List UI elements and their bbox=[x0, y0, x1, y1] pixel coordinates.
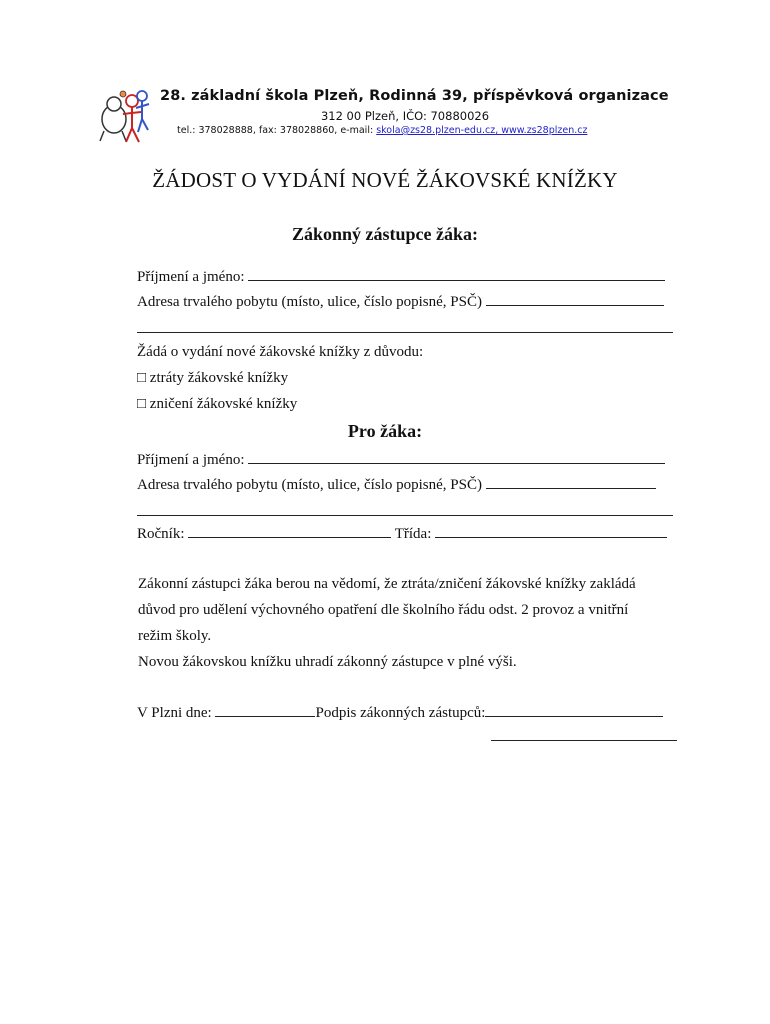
guardian-name-row bbox=[137, 268, 665, 286]
school-contact bbox=[177, 125, 587, 136]
pupil-address-field[interactable] bbox=[486, 476, 656, 489]
school-address: 312 00 Plzeň, IČO: 70880026 bbox=[320, 109, 490, 123]
pupil-name-row bbox=[137, 451, 665, 469]
pupil-address-row bbox=[137, 476, 656, 494]
option-lost-checkbox[interactable]: □ ztráty žákovské knížky bbox=[137, 370, 289, 386]
grade-field[interactable] bbox=[188, 525, 391, 538]
guardian-name-field[interactable] bbox=[248, 268, 665, 281]
class-label: Třída: bbox=[391, 526, 436, 542]
guardian-heading: Zákonný zástupce žáka: bbox=[291, 224, 479, 244]
grade-class-row bbox=[137, 525, 667, 543]
notice-line-2: důvod pro udělení výchovného opatření dle školního řádu odst. 2 provoz a vnitřní bbox=[138, 602, 629, 618]
guardian-address-row bbox=[137, 293, 664, 311]
class-field[interactable] bbox=[435, 525, 667, 538]
notice-line-1: Zákonní zástupci žáka berou na vědomí, že ztráta/zničení žákovské knížky zakládá bbox=[138, 576, 636, 592]
place-date-label: V Plzni dne: bbox=[137, 705, 216, 721]
notice-line-3: režim školy. bbox=[138, 628, 212, 644]
guardian-address-line2[interactable] bbox=[137, 332, 673, 333]
signature-row bbox=[137, 704, 663, 722]
guardian-address-label: Adresa trvalého pobytu (místo, ulice, číslo popisné, PSČ) bbox=[137, 294, 486, 310]
notice-line-4: Novou žákovskou knížku uhradí zákonný zástupce v plné výši. bbox=[138, 654, 517, 670]
option-destroyed-checkbox[interactable]: □ zničení žákovské knížky bbox=[137, 396, 298, 412]
pupil-heading: Pro žáka: bbox=[347, 421, 423, 441]
reason-intro: Žádá o vydání nové žákovské knížky z důvodu: bbox=[137, 344, 424, 360]
pupil-address-line2[interactable] bbox=[137, 515, 673, 516]
second-signature-field[interactable] bbox=[491, 740, 677, 741]
date-field[interactable] bbox=[215, 704, 315, 717]
contact-phone-fax: tel.: 378028888, fax: 378028860, e-mail: bbox=[177, 125, 377, 136]
signature-field[interactable] bbox=[485, 704, 663, 717]
contact-links[interactable]: skola@zs28.plzen-edu.cz, www.zs28plzen.cz bbox=[376, 125, 588, 136]
notice-paragraph bbox=[138, 571, 636, 675]
pupil-name-field[interactable] bbox=[248, 451, 665, 464]
signature-label: Podpis zákonných zástupců: bbox=[315, 705, 486, 721]
guardian-address-field[interactable] bbox=[486, 293, 664, 306]
pupil-address-label: Adresa trvalého pobytu (místo, ulice, číslo popisné, PSČ) bbox=[137, 477, 486, 493]
school-name: 28. základní škola Plzeň, Rodinná 39, příspěvková organizace bbox=[160, 88, 669, 104]
grade-label: Ročník: bbox=[137, 526, 189, 542]
guardian-name-label: Příjmení a jméno: bbox=[137, 269, 249, 285]
document-title: ŽÁDOST O VYDÁNÍ NOVÉ ŽÁKOVSKÉ KNÍŽKY bbox=[152, 168, 618, 192]
pupil-name-label: Příjmení a jméno: bbox=[137, 452, 249, 468]
